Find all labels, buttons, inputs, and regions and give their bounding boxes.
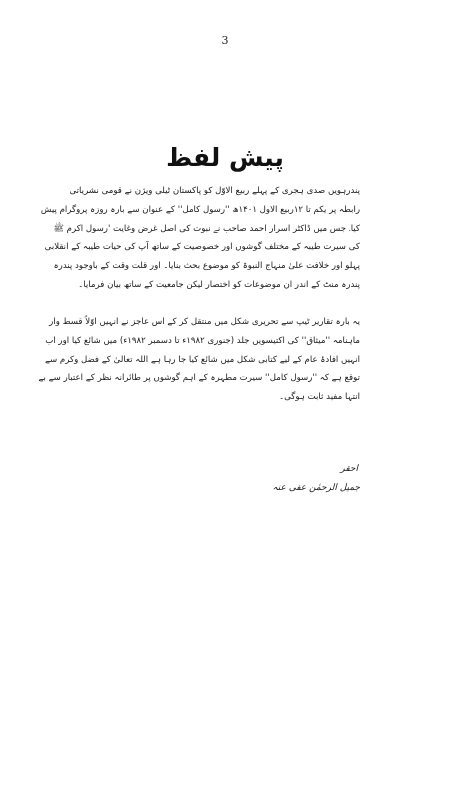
- page-title: پیش لفظ: [166, 143, 284, 172]
- paragraph-line: ماہنامہ ''میثاق'' کی اکتیسویں جلد (جنوری ۱۹۸۲ء تا دسمبر ۱۹۸۲ء) میں شائع کیا اور اب: [45, 335, 360, 346]
- paragraph-line: پندرہویں صدی ہجری کے پہلے ربیع الاوّل کو پاکستان ٹیلی ویژن نے قومی نشریاتی: [69, 186, 360, 196]
- paragraph-line: توقع ہے کہ ''رسول کامل'' سیرت مطہرہ کے اہم گوشوں پر طائرانہ نظر کے اعتبار سے بے: [38, 373, 360, 384]
- paragraph-2: [38, 313, 360, 407]
- paragraph-line: پندرہ منٹ کے اندر ان موضوعات کو اختصار لیکن جامعیت کے ساتھ بیان فرمایا۔: [78, 279, 360, 290]
- paragraph-line: انہیں افادۂ عام کے لیے کتابی شکل میں شائع کیا جا رہا ہے اللہ تعالیٰ کے فضل وکرم سے: [44, 354, 360, 365]
- paragraph-line: کی سیرت طیبہ کے مختلف گوشوں اور خصوصیت کے ساتھ آپ کی حیات طیبہ کے انقلابی: [44, 242, 360, 253]
- paragraph-1: [40, 182, 360, 295]
- paragraph-line: انتہا مفید ثابت ہوگی۔: [279, 392, 360, 403]
- paragraph-line: یہ بارہ تقاریر ٹیپ سے تحریری شکل میں منتقل کر کے اس عاجز نے انہیں اوّلاً قسط وار: [49, 317, 360, 327]
- page-number: 3: [221, 34, 229, 47]
- paragraph-line: کیا۔ جس میں ڈاکٹر اسرار احمد صاحب نے نبوت کی اصل غرض وغایت 'رسول اکرم ﷺ: [53, 223, 360, 234]
- paragraph-line: رابطہ پر یکم تا ۱۲ربیع الاول ۱۴۰۱ھ ''رسول کامل'' کے عنوان سے بارہ روزہ پروگرام پیش: [40, 204, 360, 215]
- signature-block: [168, 460, 360, 498]
- paragraph-line: پہلو اور خلافت علیٰ منہاج النبوۃ کو موضوع بحث بنایا۔ اور قلت وقت کے باوجود پندرہ: [53, 261, 360, 272]
- signature-label: احقر: [340, 464, 358, 474]
- signature-name: جمیل الرحمٰن عفی عنہ: [272, 483, 360, 493]
